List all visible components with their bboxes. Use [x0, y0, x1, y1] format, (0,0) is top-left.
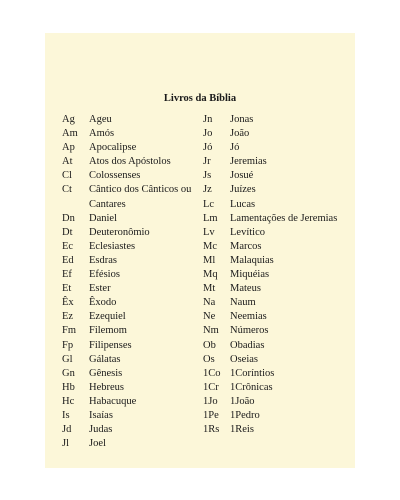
book-name: 1João	[230, 395, 255, 407]
book-entry	[62, 127, 197, 141]
book-abbreviation: Nm	[203, 325, 219, 337]
book-entry	[62, 155, 197, 169]
book-entry	[203, 268, 353, 282]
book-entry	[203, 212, 353, 226]
book-entry	[203, 324, 353, 338]
book-entry	[62, 212, 197, 226]
book-entry	[203, 240, 353, 254]
book-name: Filemom	[89, 325, 127, 337]
book-entry	[62, 353, 197, 367]
document-page	[45, 33, 355, 468]
book-entry	[62, 395, 197, 409]
book-name: Juízes	[230, 184, 256, 196]
book-name: Mateus	[230, 283, 261, 295]
book-abbreviation: Jó	[203, 142, 213, 154]
book-entry	[62, 409, 197, 423]
book-abbreviation: Ne	[203, 311, 216, 323]
book-abbreviation: Jn	[203, 114, 213, 125]
book-name: Habacuque	[89, 395, 137, 407]
book-entry	[62, 254, 197, 268]
right-column	[203, 113, 353, 437]
book-abbreviation: 1Cr	[203, 381, 219, 393]
book-name: Eclesiastes	[89, 240, 136, 252]
book-entry	[62, 296, 197, 310]
book-name: Josué	[230, 170, 254, 182]
book-abbreviation: 1Pe	[203, 409, 219, 421]
left-column	[62, 113, 197, 451]
book-abbreviation: Jl	[62, 438, 70, 450]
book-abbreviation: Fp	[62, 339, 74, 351]
book-abbreviation: Js	[203, 170, 212, 182]
book-name: Hebreus	[89, 381, 124, 393]
book-entry	[62, 268, 197, 282]
book-entry	[62, 437, 197, 451]
book-entry	[62, 381, 197, 395]
book-abbreviation: Mc	[203, 240, 217, 252]
book-name: Daniel	[89, 212, 117, 224]
book-name: Filipenses	[89, 339, 132, 351]
book-name: 1Reis	[230, 424, 254, 436]
book-abbreviation: Jd	[62, 424, 72, 436]
book-entry	[62, 240, 197, 254]
book-abbreviation: Lv	[203, 226, 215, 238]
book-name: Oseias	[230, 353, 258, 365]
book-entry	[203, 353, 353, 367]
book-name: Jonas	[230, 114, 254, 125]
book-name: Judas	[89, 424, 113, 436]
book-abbreviation: Et	[62, 283, 72, 295]
book-entry	[203, 127, 353, 141]
book-name: Jó	[230, 142, 240, 154]
book-name: Gálatas	[89, 353, 121, 365]
book-abbreviation: Jz	[203, 184, 212, 196]
book-name: Êxodo	[89, 297, 117, 309]
book-abbreviation: Mq	[203, 269, 218, 281]
book-entry	[203, 409, 353, 423]
book-name: Marcos	[230, 240, 262, 252]
book-abbreviation: Ag	[62, 114, 75, 125]
book-entry	[62, 423, 197, 437]
book-abbreviation: 1Rs	[203, 424, 220, 436]
book-name: Joel	[89, 438, 106, 450]
book-name: Jeremias	[230, 156, 267, 168]
book-entry	[203, 282, 353, 296]
book-abbreviation: Ez	[62, 311, 74, 323]
book-name: Levítico	[230, 226, 265, 238]
book-entry	[62, 282, 197, 296]
book-name: Amós	[89, 128, 115, 140]
book-entry	[62, 183, 197, 211]
book-abbreviation: Jo	[203, 128, 213, 140]
book-name: Ezequiel	[89, 311, 126, 323]
book-abbreviation: At	[62, 156, 73, 168]
book-abbreviation: 1Co	[203, 367, 221, 379]
book-entry	[203, 198, 353, 212]
book-abbreviation: Hc	[62, 395, 75, 407]
book-entry	[203, 339, 353, 353]
book-entry	[62, 169, 197, 183]
book-entry	[62, 339, 197, 353]
book-abbreviation: Na	[203, 297, 216, 309]
book-entry	[203, 113, 353, 127]
book-name: 1Crônicas	[230, 381, 273, 393]
book-name: 1Coríntios	[230, 367, 275, 379]
book-abbreviation: Ed	[62, 254, 74, 266]
book-abbreviation: Cl	[62, 170, 72, 182]
book-abbreviation: Os	[203, 353, 215, 365]
book-name: Colossenses	[89, 170, 141, 182]
book-entry	[62, 324, 197, 338]
book-name: Esdras	[89, 254, 117, 266]
book-abbreviation: Hb	[62, 381, 75, 393]
book-name: Gênesis	[89, 367, 123, 379]
book-abbreviation: Êx	[62, 297, 74, 309]
book-entry	[203, 169, 353, 183]
book-abbreviation: Dn	[62, 212, 75, 224]
book-abbreviation: Ap	[62, 142, 75, 154]
book-abbreviation: Dt	[62, 226, 73, 238]
book-abbreviation: Jr	[203, 156, 211, 168]
book-abbreviation: Fm	[62, 325, 77, 337]
book-name: Ageu	[89, 114, 112, 125]
book-entry	[62, 310, 197, 324]
book-name: Números	[230, 325, 269, 337]
book-name: Ester	[89, 283, 111, 295]
book-abbreviation: Am	[62, 128, 78, 140]
book-name: Apocalipse	[89, 142, 137, 154]
book-abbreviation: Lm	[203, 212, 218, 224]
book-abbreviation: 1Jo	[203, 395, 218, 407]
book-name: Efésios	[89, 269, 120, 281]
book-name: Malaquias	[230, 254, 274, 266]
book-abbreviation: Ec	[62, 240, 74, 252]
book-abbreviation: Mt	[203, 283, 216, 295]
book-name: João	[230, 128, 250, 140]
book-abbreviation: Ef	[62, 269, 72, 281]
book-name: Lamentações de Jeremias	[230, 212, 338, 224]
page-title: Livros da Bíblia	[163, 93, 237, 104]
book-entry	[203, 141, 353, 155]
book-name: Neemias	[230, 311, 267, 323]
book-entry	[203, 226, 353, 240]
book-name: Cântico dos Cânticos ou Cantares	[89, 184, 192, 210]
book-name: Lucas	[230, 198, 256, 210]
book-abbreviation: Ct	[62, 184, 72, 196]
book-entry	[203, 155, 353, 169]
book-entry	[62, 141, 197, 155]
book-name: Deuteronômio	[89, 226, 150, 238]
book-abbreviation: Ml	[203, 254, 216, 266]
book-name: Isaías	[89, 409, 113, 421]
book-abbreviation: Lc	[203, 198, 215, 210]
book-entry	[62, 226, 197, 240]
book-entry	[203, 381, 353, 395]
book-abbreviation: Gn	[62, 367, 75, 379]
book-abbreviation: Ob	[203, 339, 216, 351]
book-entry	[203, 296, 353, 310]
book-entry	[203, 183, 353, 197]
book-entry	[203, 310, 353, 324]
book-entry	[203, 395, 353, 409]
book-name: 1Pedro	[230, 409, 260, 421]
book-entry	[203, 254, 353, 268]
book-entry	[203, 367, 353, 381]
book-entry	[62, 113, 197, 127]
book-entry	[62, 367, 197, 381]
book-name: Miquéias	[230, 269, 270, 281]
book-name: Naum	[230, 297, 256, 309]
book-name: Obadias	[230, 339, 265, 351]
book-abbreviation: Is	[62, 409, 70, 421]
book-name: Atos dos Apóstolos	[89, 156, 171, 168]
book-entry	[203, 423, 353, 437]
book-abbreviation: Gl	[62, 353, 73, 365]
